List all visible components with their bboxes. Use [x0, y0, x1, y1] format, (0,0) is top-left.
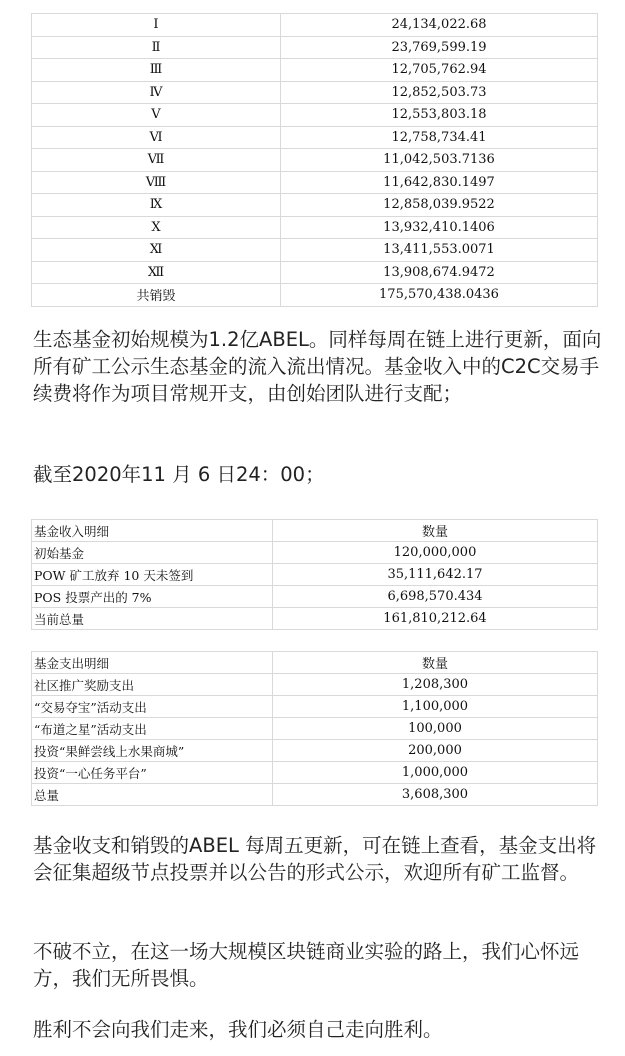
period-cell: Ⅻ	[32, 261, 281, 284]
expense-table	[31, 651, 598, 806]
table-row	[32, 696, 598, 718]
period-cell: Ⅲ	[32, 59, 281, 82]
expense-header-value: 数量	[273, 652, 598, 674]
period-cell: Ⅺ	[32, 239, 281, 262]
period-cell: 共销毁	[32, 284, 281, 307]
table-row	[32, 14, 598, 37]
period-cell: Ⅳ	[32, 81, 281, 104]
table-row	[32, 542, 598, 564]
table-row	[32, 239, 598, 262]
paragraph-closing: 胜利不会向我们走来，我们必须自己走向胜利。	[33, 1018, 443, 1041]
income-table	[31, 519, 598, 630]
period-cell: Ⅸ	[32, 194, 281, 217]
income-label-cell: 当前总量	[32, 608, 273, 630]
table-row	[32, 784, 598, 806]
income-label-cell: 初始基金	[32, 542, 273, 564]
expense-value-cell: 3,608,300	[273, 784, 598, 806]
income-value-cell: 6,698,570.434	[273, 586, 598, 608]
income-header-value: 数量	[273, 520, 598, 542]
expense-value-cell: 100,000	[273, 718, 598, 740]
table-row	[32, 284, 598, 307]
amount-cell: 12,852,503.73	[281, 81, 598, 104]
table-row	[32, 674, 598, 696]
table-row	[32, 740, 598, 762]
table-row	[32, 149, 598, 172]
expense-label-cell: 总量	[32, 784, 273, 806]
amount-cell: 12,758,734.41	[281, 126, 598, 149]
table-row	[32, 36, 598, 59]
expense-label-cell: “交易夺宝”活动支出	[32, 696, 273, 718]
table-row	[32, 586, 598, 608]
expense-value-cell: 1,100,000	[273, 696, 598, 718]
period-cell: Ⅵ	[32, 126, 281, 149]
table-row	[32, 194, 598, 217]
amount-cell: 12,553,803.18	[281, 104, 598, 127]
expense-label-cell: 投资“一心任务平台”	[32, 762, 273, 784]
income-value-cell: 161,810,212.64	[273, 608, 598, 630]
amount-cell: 13,932,410.1406	[281, 216, 598, 239]
income-header-row	[32, 520, 598, 542]
amount-cell: 11,042,503.7136	[281, 149, 598, 172]
income-label-cell: POS 投票产出的 7%	[32, 586, 273, 608]
table-row	[32, 564, 598, 586]
table-row	[32, 104, 598, 127]
amount-cell: 24,134,022.68	[281, 14, 598, 37]
paragraph-cutoff-date: 截至2020年11 月 6 日24：00；	[33, 463, 325, 486]
table-row	[32, 59, 598, 82]
paragraph-update-note: 基金收支和销毁的ABEL 每周五更新，可在链上查看，基金支出将会征集超级节点投票并以公告的形式公示，欢迎所有矿工监督。	[33, 834, 597, 884]
period-cell: Ⅰ	[32, 14, 281, 37]
income-value-cell: 120,000,000	[273, 542, 598, 564]
table-row	[32, 261, 598, 284]
table-row	[32, 718, 598, 740]
amount-cell: 12,858,039.9522	[281, 194, 598, 217]
period-cell: Ⅷ	[32, 171, 281, 194]
table-row	[32, 126, 598, 149]
expense-label-cell: “布道之星”活动支出	[32, 718, 273, 740]
paragraph-vision: 不破不立，在这一场大规模区块链商业实验的路上，我们心怀远方，我们无所畏惧。	[33, 940, 580, 990]
income-header-label: 基金收入明细	[32, 520, 273, 542]
expense-header-label: 基金支出明细	[32, 652, 273, 674]
period-cell: Ⅶ	[32, 149, 281, 172]
amount-cell: 175,570,438.0436	[281, 284, 598, 307]
table-row	[32, 608, 598, 630]
period-cell: Ⅹ	[32, 216, 281, 239]
amount-cell: 12,705,762.94	[281, 59, 598, 82]
expense-value-cell: 1,208,300	[273, 674, 598, 696]
amount-cell: 23,769,599.19	[281, 36, 598, 59]
table-row	[32, 81, 598, 104]
expense-header-row	[32, 652, 598, 674]
expense-label-cell: 投资“果鲜尝线上水果商城”	[32, 740, 273, 762]
paragraph-fund-intro: 生态基金初始规模为1.2亿ABEL。同样每周在链上进行更新，面向所有矿工公示生态基金的流入流出情况。基金收入中的C2C交易手续费将作为项目常规开支，由创始团队进行支配；	[33, 328, 602, 405]
amount-cell: 13,411,553.0071	[281, 239, 598, 262]
expense-label-cell: 社区推广奖励支出	[32, 674, 273, 696]
expense-value-cell: 200,000	[273, 740, 598, 762]
income-label-cell: POW 矿工放弃 10 天未签到	[32, 564, 273, 586]
amount-cell: 11,642,830.1497	[281, 171, 598, 194]
income-value-cell: 35,111,642.17	[273, 564, 598, 586]
period-cell: Ⅱ	[32, 36, 281, 59]
period-cell: Ⅴ	[32, 104, 281, 127]
table-row	[32, 216, 598, 239]
expense-value-cell: 1,000,000	[273, 762, 598, 784]
table-row	[32, 762, 598, 784]
destroy-table	[31, 13, 598, 307]
table-row	[32, 171, 598, 194]
amount-cell: 13,908,674.9472	[281, 261, 598, 284]
